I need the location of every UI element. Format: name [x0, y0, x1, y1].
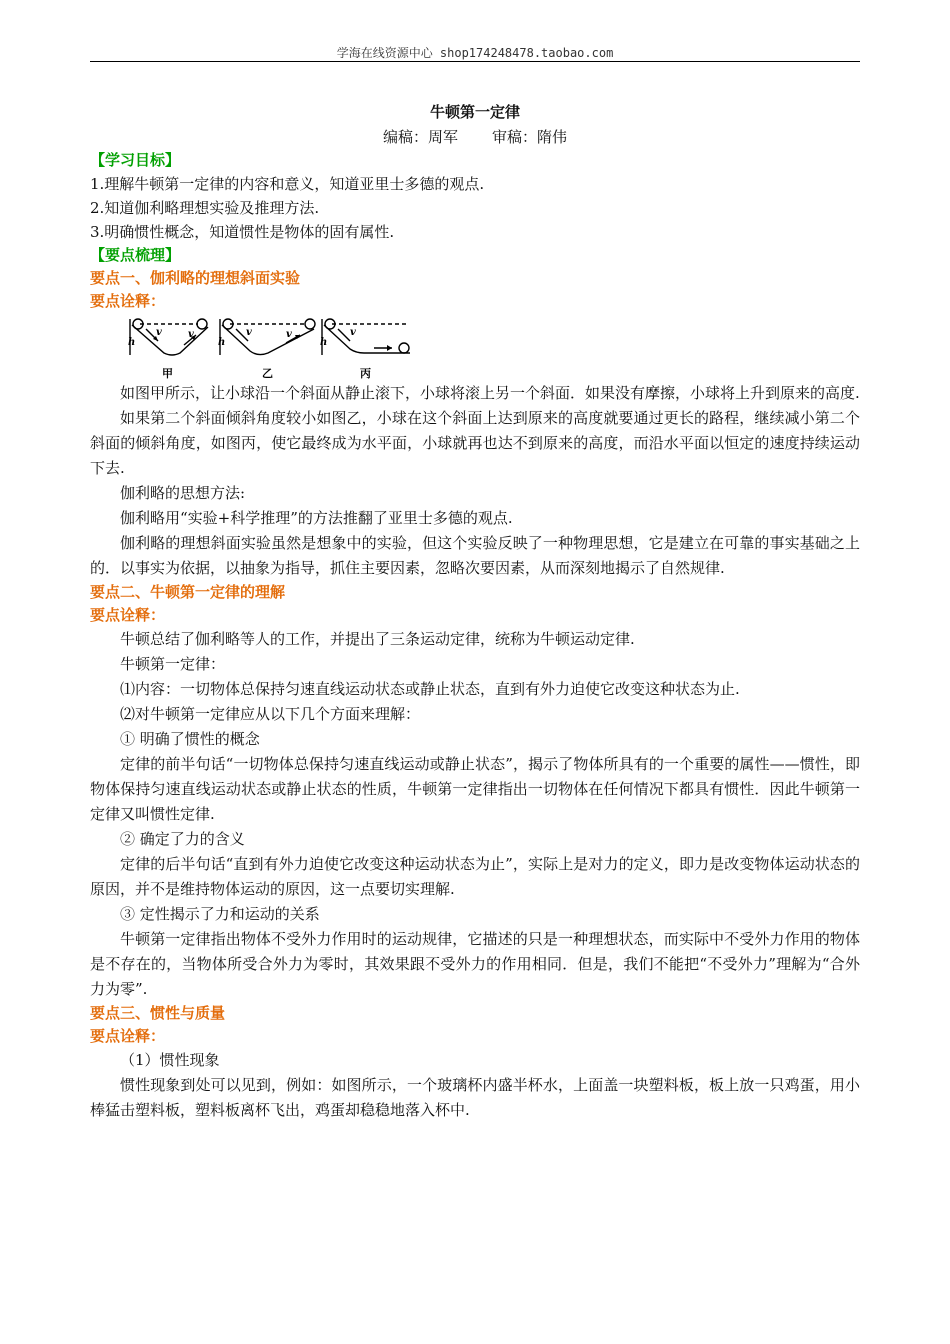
figure-label-jia: 甲: [162, 367, 173, 379]
reviewer-credit: 审稿：隋伟: [492, 128, 568, 146]
paragraph: ① 明确了惯性的概念: [120, 730, 260, 748]
paragraph: ⑴内容：一切物体总保持匀速直线运动状态或静止状态，直到有外力迫使它改变这种状态为止.: [120, 680, 740, 698]
page-header: 学海在线资源中心 shop174248478.taobao.com: [336, 46, 614, 60]
paragraph: ⑵对牛顿第一定律应从以下几个方面来理解：: [120, 705, 421, 723]
velocity-label: v: [286, 329, 292, 340]
review-heading: 【要点梳理】: [90, 246, 181, 264]
height-label: h: [218, 337, 226, 348]
editor-credit: 编稿：周军: [382, 128, 458, 146]
section-note: 要点诠释：: [90, 292, 166, 310]
height-label: h: [128, 337, 136, 348]
paragraph: ③ 定性揭示了力和运动的关系: [120, 905, 320, 923]
velocity-label: v: [246, 327, 252, 338]
figure-label-yi: 乙: [262, 367, 273, 379]
paragraph: 定律的前半句话“一切物体总保持匀速直线运动或静止状态”，揭示了物体所具有的一个重要的属性——惯性，即物体保持匀速直线运动状态或静止状态的性质，牛顿第一定律指出一切物体在任何情况下都具有惯性．因此牛顿第一定律又叫惯性定律.: [90, 755, 860, 823]
document-title: 牛顿第一定律: [429, 103, 520, 121]
document-credits: [90, 125, 860, 149]
velocity-label: v: [188, 329, 194, 340]
section-heading: 要点一、伽利略的理想斜面实验: [90, 269, 301, 287]
paragraph: 伽利略用“实验+科学推理”的方法推翻了亚里士多德的观点.: [120, 509, 513, 527]
goal-item: 1.理解牛顿第一定律的内容和意义，知道亚里士多德的观点.: [90, 175, 485, 193]
section-heading: 要点二、牛顿第一定律的理解: [90, 583, 286, 601]
paragraph: 定律的后半句话“直到有外力迫使它改变这种运动状态为止”，实际上是对力的定义，即力是改变物体运动状态的原因，并不是维持物体运动的原因，这一点要切实理解.: [90, 855, 860, 898]
paragraph: 牛顿第一定律：: [120, 655, 226, 673]
paragraph: 伽利略的理想斜面实验虽然是想象中的实验，但这个实验反映了一种物理思想，它是建立在可靠的事实基础之上的．以事实为依据，以抽象为指导，抓住主要因素，忽略次要因素，从而深刻地揭示了自然规律.: [90, 534, 860, 577]
header-rule: [90, 61, 860, 62]
velocity-label: v: [156, 327, 162, 338]
figure-label-bing: 丙: [360, 367, 371, 379]
paragraph: 牛顿总结了伽利略等人的工作，并提出了三条运动定律，统称为牛顿运动定律.: [120, 630, 635, 648]
paragraph: 如图甲所示，让小球沿一个斜面从静止滚下，小球将滚上另一个斜面．如果没有摩擦，小球将上升到原来的高度.: [120, 384, 860, 402]
goals-heading: 【学习目标】: [90, 151, 181, 169]
document-body: [90, 100, 860, 1123]
paragraph: 惯性现象到处可以见到，例如：如图所示，一个玻璃杯内盛半杯水，上面盖一块塑料板，板上放一只鸡蛋，用小棒猛击塑料板，塑料板离杯飞出，鸡蛋却稳稳地落入杯中.: [90, 1076, 860, 1119]
goal-item: 3.明确惯性概念，知道惯性是物体的固有属性.: [90, 223, 395, 241]
section-note: 要点诠释：: [90, 606, 166, 624]
velocity-label: v: [350, 327, 356, 338]
galileo-incline-figure: [90, 317, 860, 379]
paragraph: 如果第二个斜面倾斜角度较小如图乙，小球在这个斜面上达到原来的高度就要通过更长的路程，继续减小第二个斜面的倾斜角度，如图丙，使它最终成为水平面，小球就再也达不到原来的高度，而沿水平面以恒定的速度持续运动下去.: [90, 409, 860, 477]
goal-item: 2.知道伽利略理想实验及推理方法.: [90, 199, 320, 217]
paragraph: （1）惯性现象: [120, 1051, 220, 1069]
paragraph: ② 确定了力的含义: [120, 830, 245, 848]
paragraph: 牛顿第一定律指出物体不受外力作用时的运动规律，它描述的只是一种理想状态，而实际中不受外力作用的物体是不存在的，当物体所受合外力为零时，其效果跟不受外力的作用相同．但是，我们不能把“不受外力”理解为“合外力为零”.: [90, 930, 860, 998]
paragraph: 伽利略的思想方法:: [120, 484, 246, 502]
height-label: h: [320, 337, 328, 348]
section-heading: 要点三、惯性与质量: [90, 1004, 226, 1022]
section-note: 要点诠释：: [90, 1027, 166, 1045]
